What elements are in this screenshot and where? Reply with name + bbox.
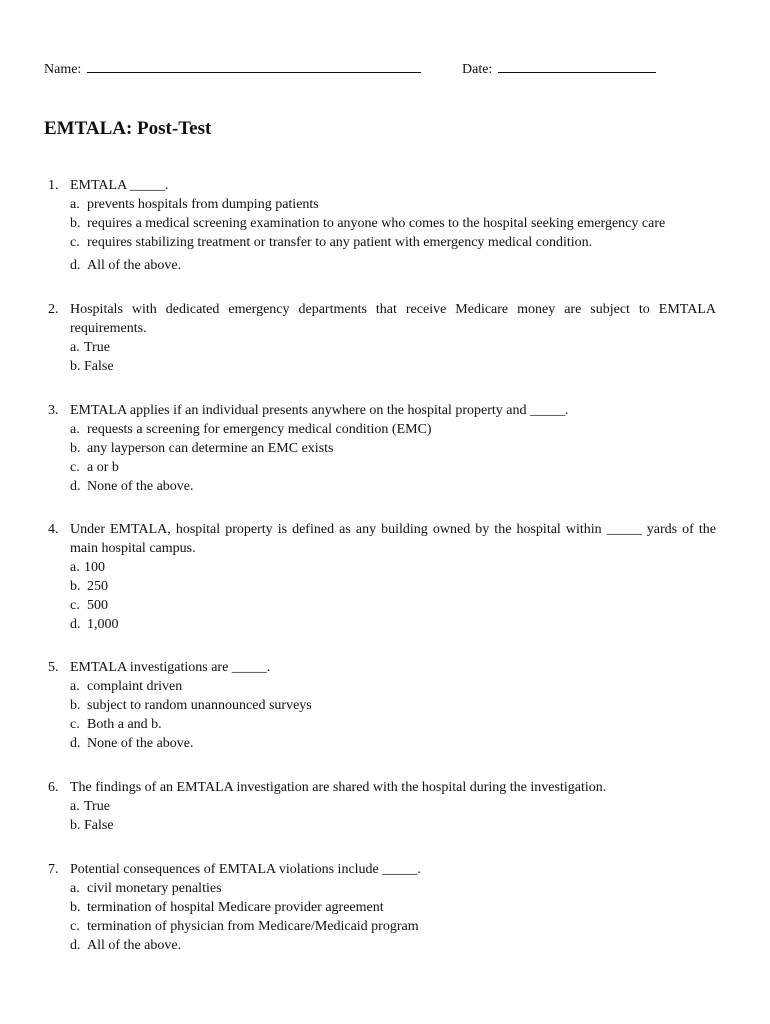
option-text: requests a screening for emergency medical condition (EMC) — [87, 422, 432, 437]
option-list — [70, 879, 716, 955]
option-a — [70, 338, 716, 357]
question-7 — [0, 860, 716, 955]
name-blank-line — [87, 58, 421, 73]
option-a — [70, 677, 716, 696]
option-letter: a. — [70, 560, 80, 575]
option-text: All of the above. — [87, 258, 182, 273]
question-text: EMTALA _____. — [70, 178, 169, 193]
page-title: EMTALA: Post-Test — [44, 118, 212, 139]
option-b — [70, 577, 716, 596]
option-b — [70, 357, 716, 376]
option-letter: d. — [70, 736, 81, 751]
option-text: any layperson can determine an EMC exists — [87, 441, 334, 456]
option-text: civil monetary penalties — [87, 881, 222, 896]
option-letter: a. — [70, 340, 80, 355]
name-field — [44, 58, 421, 79]
option-text: subject to random unannounced surveys — [87, 698, 312, 713]
option-text: 250 — [87, 579, 108, 594]
option-letter: d. — [70, 479, 81, 494]
option-text: 1,000 — [87, 617, 119, 632]
option-letter: b. — [70, 216, 81, 231]
question-number: 5. — [48, 660, 59, 675]
option-letter: b. — [70, 441, 81, 456]
option-letter: c. — [70, 235, 80, 250]
option-letter: b. — [70, 698, 81, 713]
option-a — [70, 879, 716, 898]
question-3 — [0, 401, 716, 496]
option-d — [70, 734, 716, 753]
option-a — [70, 420, 716, 439]
question-number: 1. — [48, 178, 59, 193]
option-list — [70, 677, 716, 753]
option-b — [70, 696, 716, 715]
option-b — [70, 439, 716, 458]
option-a — [70, 797, 716, 816]
option-d — [70, 936, 716, 955]
option-a — [70, 195, 716, 214]
option-text: None of the above. — [87, 736, 194, 751]
option-b — [70, 214, 716, 233]
question-number: 4. — [48, 522, 59, 537]
option-list — [70, 797, 716, 835]
question-text: EMTALA investigations are _____. — [70, 660, 271, 675]
option-b — [70, 898, 716, 917]
option-letter: a. — [70, 799, 80, 814]
option-letter: a. — [70, 679, 80, 694]
option-letter: d. — [70, 938, 81, 953]
option-letter: a. — [70, 422, 80, 437]
option-text: 500 — [87, 598, 108, 613]
date-field — [462, 58, 656, 79]
option-letter: c. — [70, 460, 80, 475]
question-number: 7. — [48, 862, 59, 877]
question-text: EMTALA applies if an individual presents anywhere on the hospital property and _____. — [70, 403, 569, 418]
option-text: termination of hospital Medicare provider agreement — [87, 900, 384, 915]
question-6 — [0, 778, 716, 835]
option-text: termination of physician from Medicare/Medicaid program — [87, 919, 419, 934]
option-letter: d. — [70, 258, 81, 273]
option-letter: c. — [70, 919, 80, 934]
option-list — [70, 420, 716, 496]
option-list — [70, 558, 716, 634]
option-text: 100 — [84, 560, 105, 575]
option-letter: b. — [70, 579, 81, 594]
option-letter: c. — [70, 598, 80, 613]
name-label: Name: — [44, 62, 82, 77]
option-d — [70, 256, 716, 275]
question-text: The findings of an EMTALA investigation are shared with the hospital during the investigation. — [70, 780, 607, 795]
question-text: Under EMTALA, hospital property is defined as any building owned by the hospital within _____ yards of the main hospital campus. — [70, 522, 716, 556]
question-5 — [0, 658, 716, 753]
option-a — [70, 558, 716, 577]
option-text: True — [84, 340, 110, 355]
question-number: 6. — [48, 780, 59, 795]
header-fields — [44, 58, 724, 78]
option-text: prevents hospitals from dumping patients — [87, 197, 319, 212]
option-text: False — [84, 359, 114, 374]
question-text: Potential consequences of EMTALA violations include _____. — [70, 862, 421, 877]
option-c — [70, 596, 716, 615]
option-letter: b. — [70, 359, 81, 374]
option-d — [70, 615, 716, 634]
option-c — [70, 917, 716, 936]
option-letter: b. — [70, 900, 81, 915]
option-text: All of the above. — [87, 938, 182, 953]
question-2 — [0, 300, 716, 376]
option-text: complaint driven — [87, 679, 183, 694]
option-c — [70, 715, 716, 734]
option-d — [70, 477, 716, 496]
option-list — [70, 195, 716, 275]
option-c — [70, 233, 716, 252]
option-letter: a. — [70, 881, 80, 896]
question-4 — [0, 520, 716, 634]
option-letter: b. — [70, 818, 81, 833]
option-b — [70, 816, 716, 835]
question-number: 2. — [48, 302, 59, 317]
date-blank-line — [498, 58, 656, 73]
option-letter: a. — [70, 197, 80, 212]
option-list — [70, 338, 716, 376]
option-text: requires stabilizing treatment or transfer to any patient with emergency medical condition. — [87, 235, 593, 250]
date-label: Date: — [462, 62, 493, 77]
option-letter: d. — [70, 617, 81, 632]
question-number: 3. — [48, 403, 59, 418]
option-text: False — [84, 818, 114, 833]
question-1 — [0, 176, 716, 275]
option-text: None of the above. — [87, 479, 194, 494]
question-text: Hospitals with dedicated emergency departments that receive Medicare money are subject to EMTALA requirements. — [70, 302, 716, 336]
option-text: requires a medical screening examination to anyone who comes to the hospital seeking emergency care — [87, 216, 666, 231]
option-letter: c. — [70, 717, 80, 732]
question-list — [0, 176, 770, 979]
option-text: True — [84, 799, 110, 814]
option-text: Both a and b. — [87, 717, 162, 732]
option-c — [70, 458, 716, 477]
option-text: a or b — [87, 460, 119, 475]
